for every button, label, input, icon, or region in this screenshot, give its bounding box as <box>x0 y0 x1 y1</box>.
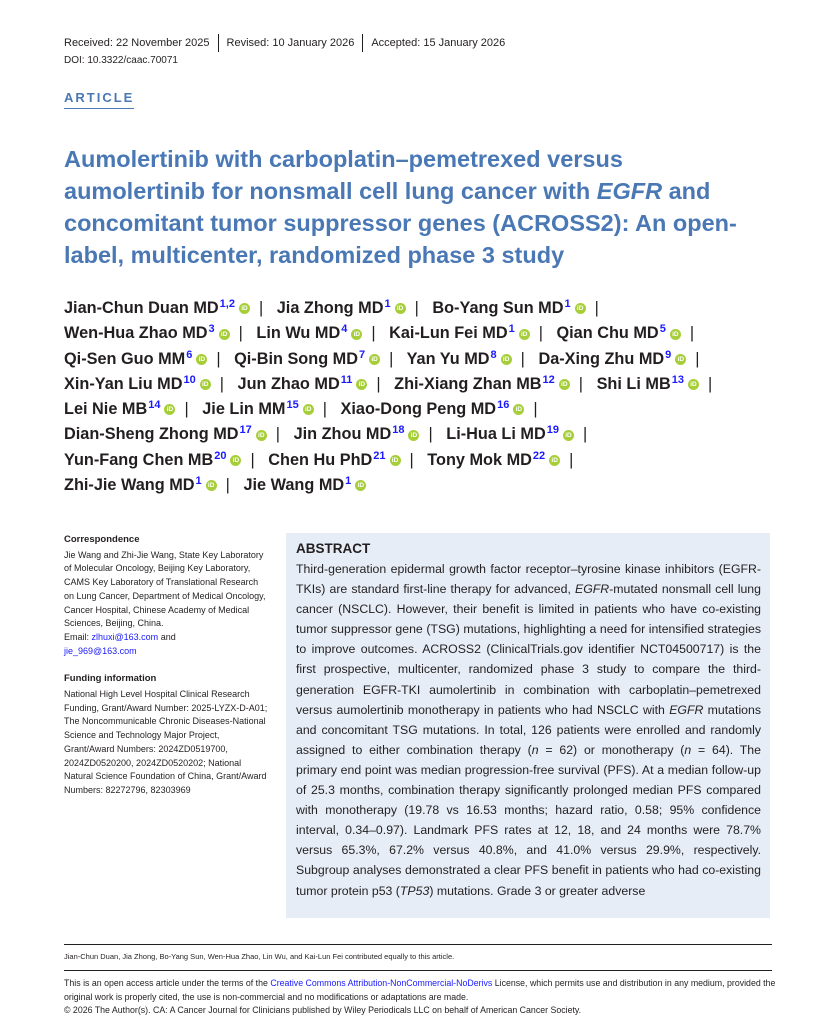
author-name: Zhi-Xiang Zhan MB <box>394 374 542 393</box>
orcid-icon[interactable]: iD <box>256 430 267 441</box>
affiliation-superscript[interactable]: 12 <box>542 373 555 386</box>
affiliation-superscript[interactable]: 18 <box>392 424 405 437</box>
abstract-italic-term: EGFR <box>669 702 704 717</box>
orcid-icon[interactable]: iD <box>408 430 419 441</box>
author-separator: | <box>578 374 584 393</box>
author-separator: | <box>689 324 695 343</box>
author-separator: | <box>371 324 376 343</box>
revised-date: Revised: 10 January 2026 <box>226 37 355 49</box>
author-separator: | <box>376 374 381 393</box>
author-separator: | <box>238 324 243 343</box>
orcid-icon[interactable]: iD <box>670 329 681 340</box>
author-name: Jie Wang MD <box>243 476 345 495</box>
affiliation-superscript[interactable]: 14 <box>148 399 161 412</box>
author-separator: | <box>322 400 327 419</box>
author-separator: | <box>520 349 525 368</box>
author-separator: | <box>533 400 538 419</box>
author <box>238 375 390 393</box>
affiliation-superscript[interactable]: 7 <box>359 348 366 361</box>
author-separator: | <box>428 425 433 444</box>
author-name: Jian-Chun Duan MD <box>64 299 219 317</box>
orcid-icon[interactable]: iD <box>559 379 570 390</box>
orcid-icon[interactable]: iD <box>513 404 524 415</box>
author-name: Yun-Fang Chen MB <box>64 450 214 469</box>
article-type-label: ARTICLE <box>64 90 134 109</box>
author-name: Kai-Lun Fei MD <box>389 324 508 343</box>
author-separator: | <box>582 425 588 444</box>
divider <box>362 34 363 52</box>
author-name: Da-Xing Zhu MD <box>538 349 665 368</box>
author-name: Tony Mok MD <box>427 450 532 469</box>
divider <box>64 970 772 971</box>
abstract-text: = 62) or monotherapy ( <box>538 742 685 757</box>
author <box>556 324 703 342</box>
author <box>597 375 722 393</box>
orcid-icon[interactable]: iD <box>239 303 250 314</box>
abstract-text: = 64). The primary end point was median progression-free survival (PFS). At a median follow-up of 25.3 months, combination therapy significantly prolonged median PFS compared with monotherapy (19.78 vs 16.53 months; hazard ratio, 0.58; 95% confidence interval, 0.34–0.97). Landmark PFS rates at 12, 18, and 24 months were 78.7% versus 65.3%, 67.2% versus 40.8%, and 41.0% versus 29.9%, respectively. Subgroup analyses demonstrated a clear PFS benefit in patients who had co-existing tumor protein p53 ( <box>296 742 761 898</box>
author <box>446 425 596 443</box>
abstract-box <box>286 533 770 918</box>
author <box>268 451 423 469</box>
author <box>394 375 592 393</box>
title-italic-gene: EGFR <box>596 178 663 204</box>
author-separator: | <box>225 476 230 495</box>
affiliation-superscript[interactable]: 1 <box>345 475 352 488</box>
author <box>202 400 336 418</box>
sidebar <box>64 533 269 798</box>
author-separator: | <box>275 425 281 444</box>
affiliation-superscript[interactable]: 11 <box>340 373 353 386</box>
orcid-icon[interactable]: iD <box>575 303 586 314</box>
email-link-1[interactable]: zlhuxi@163.com <box>91 631 159 642</box>
author-list <box>64 296 774 498</box>
author <box>341 400 547 418</box>
author-name: Jia Zhong MD <box>276 299 384 317</box>
author-name: Qi-Bin Song MD <box>234 349 358 368</box>
affiliation-superscript[interactable]: 15 <box>286 399 299 412</box>
author <box>64 400 198 418</box>
abstract-text: mutations and concomitant TSG mutations. In total, 126 patients were enrolled and randomly assigned to either combination therapy ( <box>296 702 761 757</box>
author-separator: | <box>250 450 255 469</box>
orcid-icon[interactable]: iD <box>563 430 574 441</box>
author <box>64 375 233 393</box>
author-separator: | <box>216 349 221 368</box>
author <box>64 476 239 494</box>
orcid-icon[interactable]: iD <box>200 379 211 390</box>
author <box>64 299 272 317</box>
abstract-text: -mutated nonsmall cell lung cancer (NSCLC). However, their benefit is limited in patients who have co-existing tumor suppressor gene (TSG) mutations, highlighting a need for intensified strategies to improve outcomes. ACROSS2 (ClinicalTrials.gov identifier NCT04500717) is the first prospective, multicenter, randomized phase 3 study to compare the third-generation EGFR-TKI aumolertinib in combination with carboplatin–pemetrexed versus aumolertinib monotherapy in patients who had NSCLC with <box>296 582 761 717</box>
title-part-2: and concomitant tumor suppressor genes (ACROSS2): An open-label, multicenter, randomized phase 3 study <box>64 178 737 268</box>
affiliation-superscript[interactable]: 20 <box>214 449 227 462</box>
accepted-date: Accepted: 15 January 2026 <box>371 37 506 49</box>
orcid-icon[interactable]: iD <box>164 404 175 415</box>
author <box>234 350 402 368</box>
author-name: Jie Lin MM <box>202 400 286 419</box>
author-contributions: Jian-Chun Duan, Jia Zhong, Bo-Yang Sun, Wen-Hua Zhao, Lin Wu, and Kai-Lun Fei contributed equally to this article. <box>64 952 455 961</box>
orcid-icon[interactable]: iD <box>549 455 560 466</box>
author-name: Jin Zhou MD <box>293 425 392 444</box>
abstract-italic-term: EGFR <box>575 582 610 597</box>
author-name: Bo-Yang Sun MD <box>432 299 564 317</box>
orcid-icon[interactable]: iD <box>519 329 530 340</box>
affiliation-superscript[interactable]: 3 <box>208 323 215 336</box>
affiliation-superscript[interactable]: 22 <box>532 449 546 462</box>
abstract-text: Third-generation epidermal growth factor receptor–tyrosine kinase inhibitors (EGFR-TKIs) are standard first-line therapy for advanced, <box>296 562 761 597</box>
author-separator: | <box>184 400 189 419</box>
correspondence-text: Jie Wang and Zhi-Jie Wang, State Key Laboratory of Molecular Oncology, Beijing Key Laboratory, CAMS Key Laboratory of Translational Research on Lung Cancer, Department of Medical Oncology, Cancer Hospital, Chinese Academy of Medical Sciences, Beijing, China. <box>64 549 266 629</box>
correspondence-block <box>64 549 269 659</box>
email-link-2[interactable]: jie_969@163.com <box>64 645 137 656</box>
orcid-icon[interactable]: iD <box>219 329 230 340</box>
author-separator: | <box>594 299 599 317</box>
author <box>256 324 384 342</box>
author <box>243 476 366 494</box>
orcid-icon[interactable]: iD <box>303 404 314 415</box>
affiliation-superscript[interactable]: 9 <box>665 348 672 361</box>
author-name: Dian-Sheng Zhong MD <box>64 425 239 444</box>
author-separator: | <box>707 374 713 393</box>
orcid-icon[interactable]: iD <box>369 354 380 365</box>
license-text-post: License, which permits use and distribution in any medium, provided the original work is properly cited, the use is non-commercial and no modifications or adaptations are made. <box>64 978 776 1002</box>
affiliation-superscript[interactable]: 1 <box>195 475 202 488</box>
author <box>64 350 230 368</box>
abstract-text: ) mutations. Grade 3 or greater adverse <box>429 883 646 898</box>
affiliation-superscript[interactable]: 4 <box>341 323 348 336</box>
author-name: Yan Yu MD <box>406 349 490 368</box>
author-separator: | <box>538 324 543 343</box>
article-dates <box>64 34 505 52</box>
email-label: Email: <box>64 631 92 642</box>
affiliation-superscript[interactable]: 6 <box>186 348 193 361</box>
affiliation-superscript[interactable]: 5 <box>659 323 666 336</box>
license-block <box>64 977 776 1018</box>
abstract-italic-term: n <box>531 742 539 757</box>
author <box>277 299 428 317</box>
author-name: Chen Hu PhD <box>268 450 373 469</box>
author <box>294 425 442 443</box>
author-separator: | <box>695 349 700 368</box>
author-name: Qi-Sen Guo MM <box>64 349 186 368</box>
affiliation-superscript[interactable]: 1 <box>384 298 391 310</box>
author-name: Jun Zhao MD <box>237 374 340 393</box>
license-text-pre: This is an open access article under the terms of the <box>64 978 271 988</box>
author-name: Wen-Hua Zhao MD <box>64 324 208 343</box>
abstract-italic-term: TP53 <box>399 883 430 898</box>
author <box>407 350 534 368</box>
orcid-icon[interactable]: iD <box>675 354 686 365</box>
author <box>64 425 289 443</box>
orcid-icon[interactable]: iD <box>395 303 406 314</box>
orcid-icon[interactable]: iD <box>390 455 401 466</box>
affiliation-superscript[interactable]: 8 <box>490 348 497 361</box>
funding-heading: Funding information <box>64 673 157 685</box>
divider <box>218 34 219 52</box>
author <box>538 350 708 368</box>
affiliation-superscript[interactable]: 16 <box>497 399 510 412</box>
affiliation-superscript[interactable]: 10 <box>183 373 196 386</box>
author-name: Zhi-Jie Wang MD <box>64 476 195 495</box>
correspondence-heading: Correspondence <box>64 534 140 545</box>
author-name: Xin-Yan Liu MD <box>64 374 183 393</box>
affiliation-superscript[interactable]: 1 <box>564 298 571 310</box>
author-separator: | <box>258 299 264 317</box>
title-part-1: Aumolertinib with carboplatin–pemetrexed versus aumolertinib for nonsmall cell lung cancer with <box>64 146 623 204</box>
affiliation-superscript[interactable]: 17 <box>239 424 252 437</box>
article-title <box>64 143 764 271</box>
orcid-icon[interactable]: iD <box>356 379 367 390</box>
abstract-body <box>296 559 761 901</box>
abstract-heading: ABSTRACT <box>296 541 371 556</box>
doi[interactable]: DOI: 10.3322/caac.70071 <box>64 55 178 66</box>
author-separator: | <box>414 299 419 317</box>
orcid-icon[interactable]: iD <box>501 354 512 365</box>
affiliation-superscript[interactable]: 1,2 <box>219 298 235 310</box>
author-separator: | <box>219 374 224 393</box>
author-separator: | <box>409 450 414 469</box>
author-separator: | <box>389 349 394 368</box>
affiliation-superscript[interactable]: 13 <box>671 373 684 386</box>
copyright: © 2026 The Author(s). CA: A Cancer Journal for Clinicians published by Wiley Periodicals LLC on behalf of American Cancer Society. <box>64 1005 582 1015</box>
orcid-icon[interactable]: iD <box>351 329 362 340</box>
orcid-icon[interactable]: iD <box>355 480 366 491</box>
author-name: Xiao-Dong Peng MD <box>340 400 497 419</box>
author-name: Lei Nie MB <box>64 400 148 419</box>
affiliation-superscript[interactable]: 19 <box>546 424 559 437</box>
author <box>64 451 264 469</box>
orcid-icon[interactable]: iD <box>196 354 207 365</box>
divider <box>64 944 772 945</box>
author-name: Shi Li MB <box>596 374 671 393</box>
author-name: Li-Hua Li MD <box>446 425 546 444</box>
email-and: and <box>158 631 176 642</box>
orcid-icon[interactable]: iD <box>230 455 241 466</box>
orcid-icon[interactable]: iD <box>206 480 217 491</box>
author <box>389 324 552 342</box>
received-date: Received: 22 November 2025 <box>64 37 210 49</box>
author <box>432 299 608 317</box>
orcid-icon[interactable]: iD <box>688 379 699 390</box>
license-link[interactable]: Creative Commons Attribution-NonCommercial-NoDerivs <box>270 978 493 988</box>
affiliation-superscript[interactable]: 1 <box>508 323 515 336</box>
author <box>64 324 252 342</box>
funding-text: National High Level Hospital Clinical Research Funding, Grant/Award Number: 2025-LYZX-D-A01; The Noncommunicable Chronic Diseases-National Science and Technology Major Project, Grant/Award Numbers: 2024ZD0519700, 2024ZD0520200, 2024ZD0520202; National Natural Science Foundation of China, Grant/Award Numbers: 82272796, 82303969 <box>64 689 268 795</box>
author-name: Qian Chu MD <box>556 324 659 343</box>
author <box>427 451 582 469</box>
author-separator: | <box>569 450 574 469</box>
abstract-italic-term: n <box>684 742 692 757</box>
affiliation-superscript[interactable]: 21 <box>373 449 386 462</box>
author-name: Lin Wu MD <box>256 324 341 343</box>
